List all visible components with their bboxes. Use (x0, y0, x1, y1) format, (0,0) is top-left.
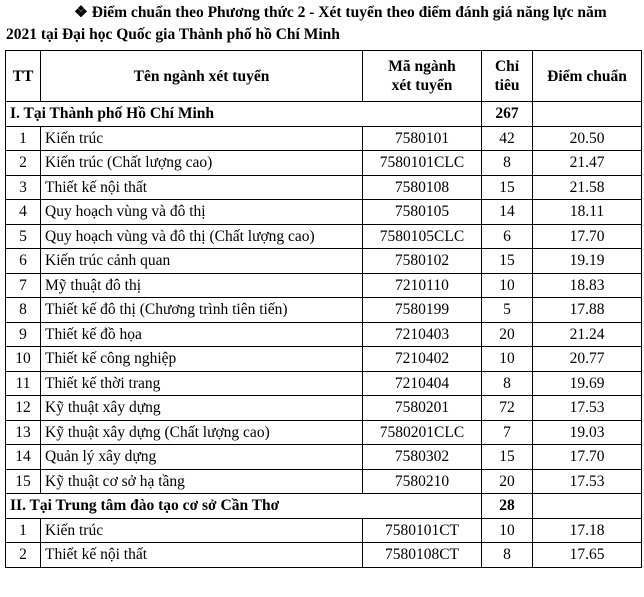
table-row (6, 126, 642, 151)
cell-score: 20.77 (533, 347, 642, 372)
cell-tt: 1 (6, 126, 41, 151)
cell-code: 7580101CT (363, 518, 482, 543)
table-row (6, 445, 642, 470)
cell-tt: 5 (6, 224, 41, 249)
section-total-quota: 28 (482, 494, 533, 519)
table-row (6, 298, 642, 323)
table-row (6, 469, 642, 494)
cell-quota: 15 (482, 445, 533, 470)
cell-name: Quy hoạch vùng và đô thị (Chất lượng cao) (41, 224, 363, 249)
table-row (6, 543, 642, 568)
table-row (6, 249, 642, 274)
cell-score: 17.70 (533, 445, 642, 470)
cell-tt: 1 (6, 518, 41, 543)
cell-code: 7580210 (363, 469, 482, 494)
cell-code: 7580102 (363, 249, 482, 274)
cell-tt: 4 (6, 200, 41, 225)
cell-name: Thiết kế thời trang (41, 371, 363, 396)
cell-quota: 8 (482, 151, 533, 176)
cell-tt: 7 (6, 273, 41, 298)
heading-line-1: ❖ Điểm chuẩn theo Phương thức 2 - Xét tuyển theo điểm đánh giá năng lực năm (74, 4, 607, 21)
cell-name: Quy hoạch vùng và đô thị (41, 200, 363, 225)
table-row (6, 273, 642, 298)
cell-score: 21.58 (533, 175, 642, 200)
table-row (6, 420, 642, 445)
table-body (6, 102, 642, 568)
cell-name: Thiết kế nội thất (41, 543, 363, 568)
header-code: Mã ngành xét tuyển (363, 51, 482, 102)
cell-name: Kỹ thuật xây dựng (41, 396, 363, 421)
cell-quota: 10 (482, 347, 533, 372)
cell-code: 7580302 (363, 445, 482, 470)
table-row (6, 396, 642, 421)
cell-score: 19.03 (533, 420, 642, 445)
table-row (6, 200, 642, 225)
cell-quota: 20 (482, 469, 533, 494)
cell-code: 7580105 (363, 200, 482, 225)
cell-quota: 10 (482, 273, 533, 298)
cell-code: 7580199 (363, 298, 482, 323)
section-empty-cell (533, 102, 642, 127)
cell-quota: 10 (482, 518, 533, 543)
cell-tt: 2 (6, 543, 41, 568)
cell-code: 7210110 (363, 273, 482, 298)
admission-score-table (5, 50, 642, 568)
header-tt: TT (6, 51, 41, 102)
cell-score: 19.69 (533, 371, 642, 396)
cell-score: 19.19 (533, 249, 642, 274)
heading-line-2: 2021 tại Đại học Quốc gia Thành phố hồ Chí Minh (6, 26, 340, 43)
section-title: I. Tại Thành phố Hồ Chí Minh (6, 102, 482, 127)
cell-score: 18.11 (533, 200, 642, 225)
section-row (6, 102, 642, 127)
cell-score: 17.53 (533, 469, 642, 494)
header-score: Điểm chuẩn (533, 51, 642, 102)
cell-tt: 9 (6, 322, 41, 347)
section-row (6, 494, 642, 519)
cell-code: 7580108CT (363, 543, 482, 568)
cell-name: Thiết kế đô thị (Chương trình tiên tiến) (41, 298, 363, 323)
cell-name: Kiến trúc cảnh quan (41, 249, 363, 274)
table-row (6, 322, 642, 347)
cell-tt: 10 (6, 347, 41, 372)
cell-score: 17.70 (533, 224, 642, 249)
cell-tt: 8 (6, 298, 41, 323)
table-row (6, 151, 642, 176)
cell-tt: 14 (6, 445, 41, 470)
cell-code: 7210403 (363, 322, 482, 347)
cell-tt: 12 (6, 396, 41, 421)
table-header-row (6, 51, 642, 102)
cell-name: Quản lý xây dựng (41, 445, 363, 470)
cell-name: Kiến trúc (Chất lượng cao) (41, 151, 363, 176)
cell-quota: 8 (482, 371, 533, 396)
cell-name: Kiến trúc (41, 126, 363, 151)
cell-quota: 5 (482, 298, 533, 323)
section-empty-cell (533, 494, 642, 519)
cell-quota: 7 (482, 420, 533, 445)
cell-quota: 72 (482, 396, 533, 421)
table-row (6, 175, 642, 200)
table-row (6, 371, 642, 396)
cell-quota: 14 (482, 200, 533, 225)
cell-quota: 15 (482, 249, 533, 274)
table-row (6, 347, 642, 372)
cell-code: 7580101CLC (363, 151, 482, 176)
cell-name: Kỹ thuật cơ sở hạ tầng (41, 469, 363, 494)
cell-tt: 6 (6, 249, 41, 274)
header-name: Tên ngành xét tuyển (41, 51, 363, 102)
cell-score: 17.53 (533, 396, 642, 421)
table-row (6, 518, 642, 543)
cell-code: 7210404 (363, 371, 482, 396)
cell-score: 21.47 (533, 151, 642, 176)
cell-quota: 20 (482, 322, 533, 347)
cell-quota: 6 (482, 224, 533, 249)
cell-code: 7580108 (363, 175, 482, 200)
cell-score: 20.50 (533, 126, 642, 151)
cell-quota: 42 (482, 126, 533, 151)
cell-score: 17.65 (533, 543, 642, 568)
cell-code: 7210402 (363, 347, 482, 372)
cell-name: Mỹ thuật đô thị (41, 273, 363, 298)
cell-name: Kiến trúc (41, 518, 363, 543)
table-row (6, 224, 642, 249)
cell-score: 17.18 (533, 518, 642, 543)
cell-score: 18.83 (533, 273, 642, 298)
cell-code: 7580101 (363, 126, 482, 151)
header-quota: Chỉ tiêu (482, 51, 533, 102)
cell-quota: 15 (482, 175, 533, 200)
cell-name: Thiết kế đồ họa (41, 322, 363, 347)
cell-tt: 15 (6, 469, 41, 494)
cell-tt: 3 (6, 175, 41, 200)
cell-tt: 13 (6, 420, 41, 445)
cell-code: 7580105CLC (363, 224, 482, 249)
cell-tt: 2 (6, 151, 41, 176)
cell-name: Kỹ thuật xây dựng (Chất lượng cao) (41, 420, 363, 445)
cell-quota: 8 (482, 543, 533, 568)
cell-score: 17.88 (533, 298, 642, 323)
document-heading (0, 0, 644, 46)
cell-code: 7580201CLC (363, 420, 482, 445)
cell-tt: 11 (6, 371, 41, 396)
cell-code: 7580201 (363, 396, 482, 421)
cell-score: 21.24 (533, 322, 642, 347)
cell-name: Thiết kế công nghiệp (41, 347, 363, 372)
section-total-quota: 267 (482, 102, 533, 127)
cell-name: Thiết kế nội thất (41, 175, 363, 200)
section-title: II. Tại Trung tâm đào tạo cơ sở Cần Thơ (6, 494, 482, 519)
